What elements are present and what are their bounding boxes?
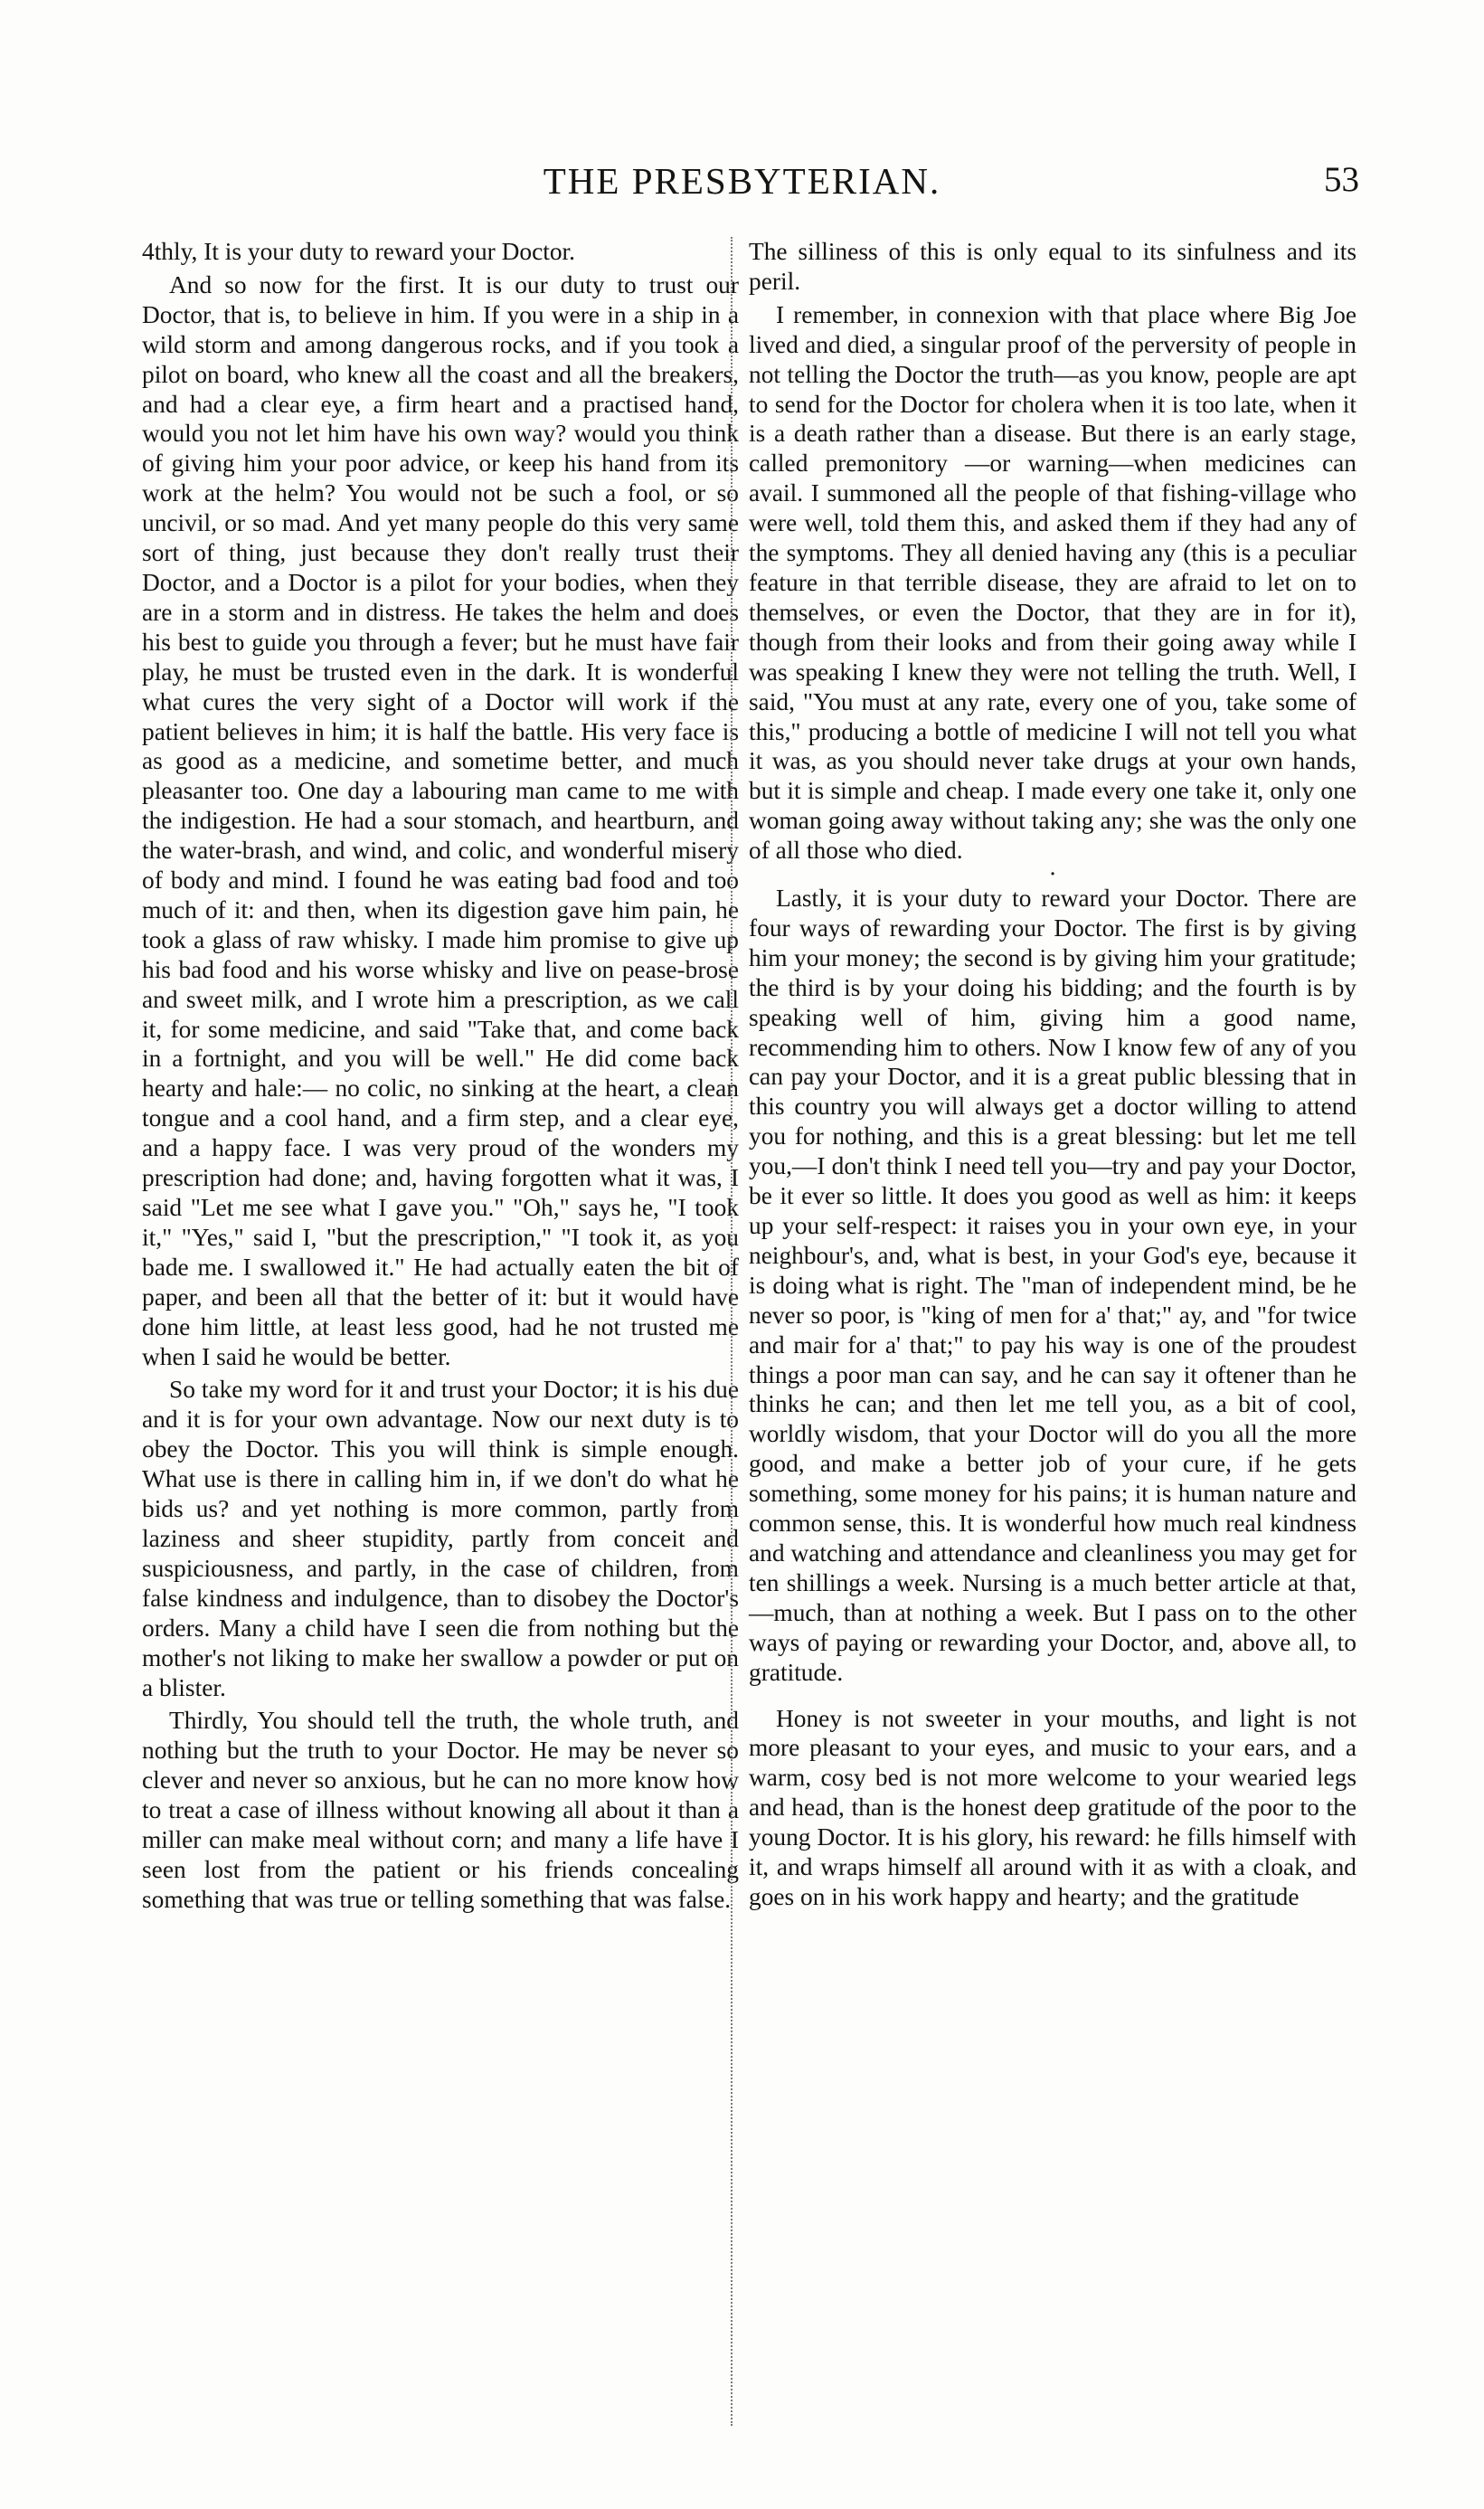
paragraph: Honey is not sweeter in your mouths, and light is not more pleasant to your eyes, and music to your ears, and a warm, cosy bed is not more welcome to your wearied legs and head, than is the honest deep gratitude of the poor to the young Doctor. It is his glory, his reward: he fills himself with it, and wraps himself all around with it as with a cloak, and goes on in his work happy and hearty; and the gratitude (749, 1704, 1356, 1910)
paragraph: So take my word for it and trust your Doctor; it is his due and it is for your own advantage. Now our next duty is to obey the Doctor. This you will think is simple enough. What use is there in calling him in, if we don't do what he bids us? and yet nothing is more common, partly from laziness and sheer stupidity, partly from conceit and suspiciousness, and partly, in the case of children, from false kindness and indulgence, than to disobey the Doctor's orders. Many a child have I seen die from nothing but the mother's not liking to make her swallow a powder or put on a blister. (142, 1376, 739, 1701)
publication-title: THE PRESBYTERIAN. (543, 160, 941, 202)
section-mark: · (1048, 860, 1057, 888)
column-divider (731, 237, 733, 2426)
paragraph: I remember, in connexion with that place where Big Joe lived and died, a singular proof of the perversity of people in not telling the Doctor the truth—as you know, people are apt to send for the Doctor for cholera when it is too late, when it is a death rather than a disease. But there is an early stage, called premonitory —or warning—when medicines can avail. I summoned all the people of that fishing-village who were well, told them this, and asked them if they had any of the symptoms. They all denied having any (this is a peculiar feature in that terrible disease, they are afraid to let on to themselves, or even the Doctor, that they are in for it), though from their looks and from their going away while I was speaking I knew they were not telling the truth. Well, I said, "You must at any rate, every one of you, take some of this," producing a bottle of medicine I will not tell you what it was, as you should never take drugs at your own hands, but it is simple and cheap. I made every one take it, only one woman going away without taking any; she was the only one of all those who died. (749, 300, 1356, 865)
paragraph: 4thly, It is your duty to reward your Doctor. (142, 238, 576, 265)
right-column (749, 237, 1356, 1912)
paragraph: The silliness of this is only equal to its sinfulness and its peril. (749, 238, 1356, 295)
page-header (0, 159, 1484, 213)
page-number: 53 (1324, 160, 1359, 199)
left-column (142, 237, 739, 1915)
paragraph: Lastly, it is your duty to reward your Doctor. There are four ways of rewarding your Doctor. The first is by giving him your money; the second is by giving him your gratitude; the third is by your doing his bidding; and the fourth is by speaking well of him, giving him a good name, recommending him to others. Now I know few of any of you can pay your Doctor, and it is a great public blessing that in this country you will always get a doctor willing to attend you for nothing, and this is a great blessing: but let me tell you,—I don't think I need tell you—try and pay your Doctor, be it ever so little. It does you good as well as him: it keeps up your self-respect: it raises you in your own eye, in your neighbour's, and, what is best, in your God's eye, because it is doing what is right. The "man of independent mind, be he never so poor, is "king of men for a' that;" ay, and "for twice and mair for a' that;" to pay his way is one of the proudest things a poor man can say, and he can say it oftener than he thinks he can; and then let me tell you, as a bit of cool, worldly wisdom, that your Doctor will do you all the more good, and make a better job of your cure, if he gets something, some money for his pains; it is human nature and common sense, this. It is wonderful how much real kindness and watching and attendance and cleanliness you may get for ten shillings a week. Nursing is a much better article at that,—much, than at nothing a week. But I pass on to the other ways of paying or rewarding your Doctor, and, above all, to gratitude. (749, 885, 1356, 1686)
paragraph: And so now for the first. It is our duty to trust our Doctor, that is, to believe in him. If you were in a ship in a wild storm and among dangerous rocks, and if you took a pilot on board, who knew all the coast and all the breakers, and had a clear eye, a firm heart and a practised hand, would you not let him have his own way? would you think of giving him your poor advice, or keep his hand from its work at the helm? You would not be such a fool, or so uncivil, or so mad. And yet many people do this very same sort of thing, just because they don't really trust their Doctor, and a Doctor is a pilot for your bodies, when they are in a storm and in distress. He takes the helm and does his best to guide you through a fever; but he must have fair play, he must be trusted even in the dark. It is wonderful what cures the very sight of a Doctor will work if the patient believes in him; it is half the battle. His very face is as good as a medicine, and sometime better, and much pleasanter too. One day a labouring man came to me with the indigestion. He had a sour stomach, and heartburn, and the water-brash, and wind, and colic, and wonderful misery of body and mind. I found he was eating bad food and too much of it: and then, when its digestion gave him pain, he took a glass of raw whisky. I made him promise to give up his bad food and his worse whisky and live on pease-brose and sweet milk, and I wrote him a prescription, as we call it, for some medicine, and said "Take that, and come back in a fortnight, and you will be well." He did come back hearty and hale:— no colic, no sinking at the heart, a clean tongue and a cool hand, and a firm step, and a clear eye, and a happy face. I was very proud of the wonders my prescription had done; and, having forgotten what it was, I said "Let me see what I gave you." "Oh," says he, "I took it," "Yes," said I, "but the prescription," "I took it, as you bade me. I swallowed it." He had actually eaten the bit of paper, and been all that the better of it: but it would have done him little, at least less good, had he not trusted me when I said he would be better. (142, 270, 739, 1370)
paragraph: Thirdly, You should tell the truth, the whole truth, and nothing but the truth to your Doctor. He may be never so clever and never so anxious, but he can no more know how to treat a case of illness without knowing all about it than a miller can make meal without corn; and many a life have I seen lost from the patient or his friends concealing something that was true or telling something that was false. (142, 1707, 739, 1913)
